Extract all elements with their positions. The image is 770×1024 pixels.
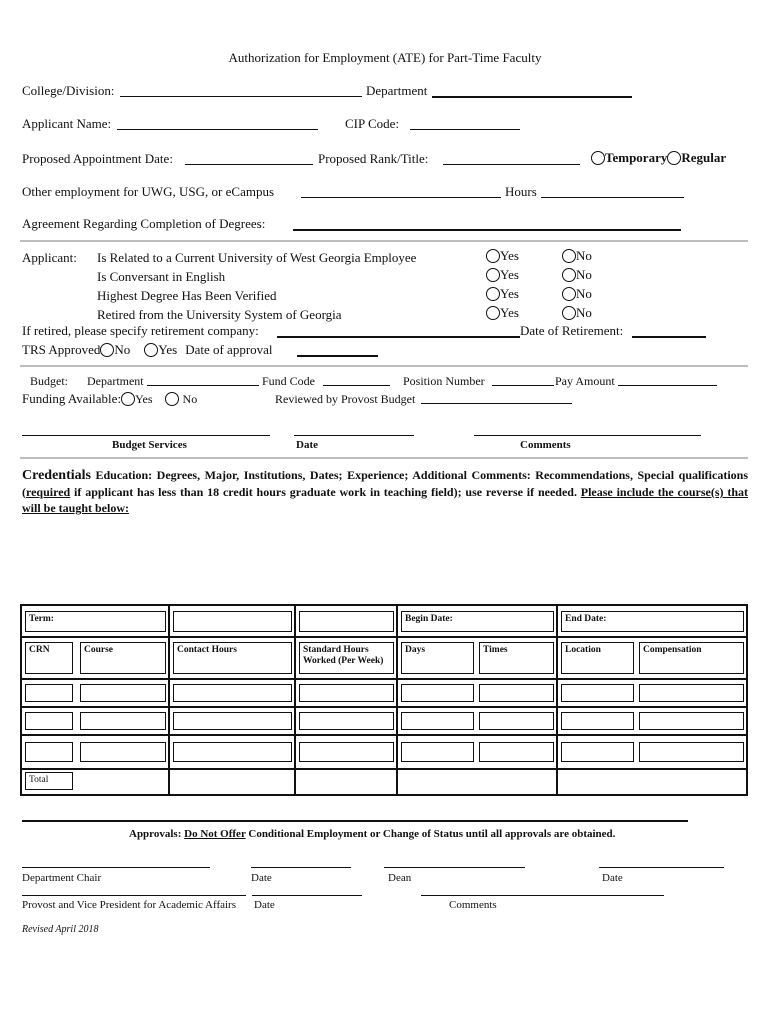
fund-code-field[interactable]: [323, 385, 390, 386]
standard-hours-input[interactable]: [299, 712, 394, 730]
department-field[interactable]: [432, 96, 632, 98]
provost-date-line[interactable]: [252, 895, 362, 896]
term-field-2[interactable]: [173, 611, 292, 632]
dean-date-line[interactable]: [599, 867, 724, 868]
days-input[interactable]: [401, 712, 474, 730]
date-of-approval-field[interactable]: [297, 355, 378, 357]
standard-hours-input[interactable]: [299, 742, 394, 762]
compensation-input[interactable]: [639, 684, 744, 702]
agreement-field[interactable]: [293, 229, 681, 231]
times-input[interactable]: [479, 712, 554, 730]
contact-hours-input[interactable]: [173, 712, 292, 730]
department-label: Department: [366, 83, 428, 98]
crn-input[interactable]: [25, 712, 73, 730]
trs-no-radio[interactable]: [100, 343, 114, 357]
budget-services-signature-line[interactable]: [22, 435, 270, 436]
crn-input[interactable]: [25, 742, 73, 762]
english-no-radio[interactable]: [562, 268, 576, 282]
header-compensation: Compensation: [639, 642, 744, 674]
related-no-radio[interactable]: [562, 249, 576, 263]
section-divider: [20, 240, 748, 242]
college-division-field[interactable]: [120, 96, 362, 97]
credentials-text-a: Education: Degrees, Major, Institutions, Dates; Experience; Additional Comments: Recommendations, Special qualifications (: [22, 468, 748, 499]
days-input[interactable]: [401, 742, 474, 762]
other-employment-label: Other employment for UWG, USG, or eCampus: [22, 184, 275, 199]
provost-comments-label: Comments: [449, 899, 497, 911]
question-related: Is Related to a Current University of West Georgia Employee: [97, 250, 417, 265]
temporary-label: Temporary: [605, 150, 668, 165]
page-title: Authorization for Employment (ATE) for Part-Time Faculty: [228, 50, 542, 65]
credentials-paragraph: [22, 467, 748, 516]
rank-title-label: Proposed Rank/Title:: [318, 151, 429, 166]
times-input[interactable]: [479, 684, 554, 702]
provost-label: Provost and Vice President for Academic Affairs: [22, 899, 236, 911]
english-yes-radio[interactable]: [486, 268, 500, 282]
approvals-note: [129, 828, 615, 840]
header-contact-hours: Contact Hours: [173, 642, 292, 674]
agreement-label: Agreement Regarding Completion of Degrees:: [22, 216, 266, 231]
begin-date-label: Begin Date:: [405, 614, 453, 624]
provost-comments-line[interactable]: [421, 895, 664, 896]
term-field-3[interactable]: [299, 611, 394, 632]
location-input[interactable]: [561, 684, 634, 702]
question-english: Is Conversant in English: [97, 269, 226, 284]
dean-signature-line[interactable]: [384, 867, 525, 868]
no-label: No: [182, 392, 198, 406]
applicant-name-label: Applicant Name:: [22, 116, 112, 131]
budget-services-label: Budget Services: [112, 439, 187, 451]
retirement-company-label: If retired, please specify retirement company:: [22, 323, 259, 338]
applicant-name-field[interactable]: [117, 129, 318, 130]
budget-label: Budget:: [30, 374, 68, 388]
regular-radio[interactable]: [667, 151, 681, 165]
rank-title-field[interactable]: [443, 164, 580, 165]
retired-yes-radio[interactable]: [486, 306, 500, 320]
yes-label: Yes: [500, 248, 519, 263]
days-input[interactable]: [401, 684, 474, 702]
budget-comments-label: Comments: [520, 439, 571, 451]
chair-date-label: Date: [251, 872, 272, 884]
term-cell[interactable]: [25, 611, 166, 632]
position-number-field[interactable]: [492, 385, 554, 386]
end-date-cell[interactable]: [561, 611, 744, 632]
funding-yes-radio[interactable]: [121, 392, 135, 406]
compensation-input[interactable]: [639, 742, 744, 762]
degree-no-radio[interactable]: [562, 287, 576, 301]
approvals-rest: Conditional Employment or Change of Status until all approvals are obtained.: [245, 828, 616, 840]
yes-label: Yes: [158, 342, 178, 357]
credentials-text-b: if applicant has less than 18 credit hours graduate work in teaching field); use reverse if needed.: [70, 485, 581, 499]
header-course: Course: [80, 642, 166, 674]
end-date-label: End Date:: [565, 614, 607, 624]
budget-date-label: Date: [296, 439, 318, 451]
term-label: Term:: [29, 614, 54, 624]
retired-no-radio[interactable]: [562, 306, 576, 320]
pay-amount-field[interactable]: [618, 385, 717, 386]
total-label: Total: [29, 775, 49, 785]
temporary-radio[interactable]: [591, 151, 605, 165]
section-divider: [20, 457, 748, 459]
credentials-required: required: [26, 485, 71, 499]
crn-input[interactable]: [25, 684, 73, 702]
other-employment-field[interactable]: [301, 197, 501, 198]
college-division-label: College/Division:: [22, 83, 115, 98]
applicant-label: Applicant:: [22, 250, 77, 265]
yes-label: Yes: [500, 267, 519, 282]
revised-date: Revised April 2018: [22, 924, 99, 935]
provost-date-label: Date: [254, 899, 275, 911]
hours-label: Hours: [505, 184, 537, 199]
header-location: Location: [561, 642, 634, 674]
appointment-date-field[interactable]: [185, 164, 313, 165]
fund-code-label: Fund Code: [262, 374, 316, 388]
no-label: No: [576, 267, 592, 282]
header-days: Days: [401, 642, 474, 674]
credentials-please-include: Please include the course(s) that will be taught below:: [22, 485, 748, 515]
header-times: Times: [479, 642, 554, 674]
header-crn: CRN: [25, 642, 73, 674]
total-cell: [25, 772, 73, 790]
question-degree: Highest Degree Has Been Verified: [97, 288, 277, 303]
course-table: [20, 604, 748, 796]
course-input[interactable]: [80, 742, 166, 762]
header-standard-hours: Standard Hours Worked (Per Week): [299, 642, 394, 674]
related-yes-radio[interactable]: [486, 249, 500, 263]
dean-date-label: Date: [602, 872, 623, 884]
appointment-date-label: Proposed Appointment Date:: [22, 151, 173, 166]
contact-hours-input[interactable]: [173, 742, 292, 762]
no-label: No: [576, 286, 592, 301]
budget-department-field[interactable]: [147, 385, 259, 386]
standard-hours-input[interactable]: [299, 684, 394, 702]
reviewed-by-label: Reviewed by Provost Budget: [275, 392, 416, 406]
approvals-divider: [22, 820, 688, 822]
credentials-heading: Credentials: [22, 468, 91, 483]
approvals-label: Approvals:: [129, 828, 182, 840]
location-input[interactable]: [561, 712, 634, 730]
trs-yes-radio[interactable]: [144, 343, 158, 357]
department-chair-signature-line[interactable]: [22, 867, 210, 868]
cip-code-field[interactable]: [410, 129, 520, 130]
chair-date-line[interactable]: [251, 867, 351, 868]
dean-label: Dean: [388, 872, 412, 884]
course-input[interactable]: [80, 712, 166, 730]
budget-comments-line[interactable]: [474, 435, 701, 436]
cip-code-label: CIP Code:: [345, 116, 400, 131]
pay-amount-label: Pay Amount: [555, 374, 615, 388]
hours-field[interactable]: [541, 197, 684, 198]
yes-label: Yes: [500, 305, 519, 320]
times-input[interactable]: [479, 742, 554, 762]
provost-signature-line[interactable]: [22, 895, 246, 896]
trs-approved-label: TRS Approved: [22, 342, 101, 357]
funding-available-label: Funding Available:: [22, 391, 122, 406]
section-divider: [20, 365, 748, 367]
reviewed-by-field[interactable]: [421, 403, 572, 404]
begin-date-cell[interactable]: [401, 611, 554, 632]
no-label: No: [576, 248, 592, 263]
budget-department-label: Department: [87, 374, 144, 388]
retirement-company-field[interactable]: [277, 336, 520, 338]
course-input[interactable]: [80, 684, 166, 702]
question-retired: Retired from the University System of Georgia: [97, 307, 342, 322]
yes-label: Yes: [135, 392, 153, 406]
compensation-input[interactable]: [639, 712, 744, 730]
regular-label: Regular: [681, 150, 727, 165]
date-of-approval-label: Date of approval: [185, 342, 273, 357]
no-label: No: [114, 342, 131, 357]
degree-yes-radio[interactable]: [486, 287, 500, 301]
no-label: No: [576, 305, 592, 320]
yes-label: Yes: [500, 286, 519, 301]
funding-no-radio[interactable]: [165, 392, 179, 406]
department-chair-label: Department Chair: [22, 872, 102, 884]
budget-date-line[interactable]: [294, 435, 414, 436]
date-of-retirement-field[interactable]: [632, 336, 706, 338]
contact-hours-input[interactable]: [173, 684, 292, 702]
do-not-offer-text: Do Not Offer: [184, 828, 246, 840]
position-number-label: Position Number: [403, 374, 485, 388]
date-of-retirement-label: Date of Retirement:: [520, 323, 624, 338]
location-input[interactable]: [561, 742, 634, 762]
